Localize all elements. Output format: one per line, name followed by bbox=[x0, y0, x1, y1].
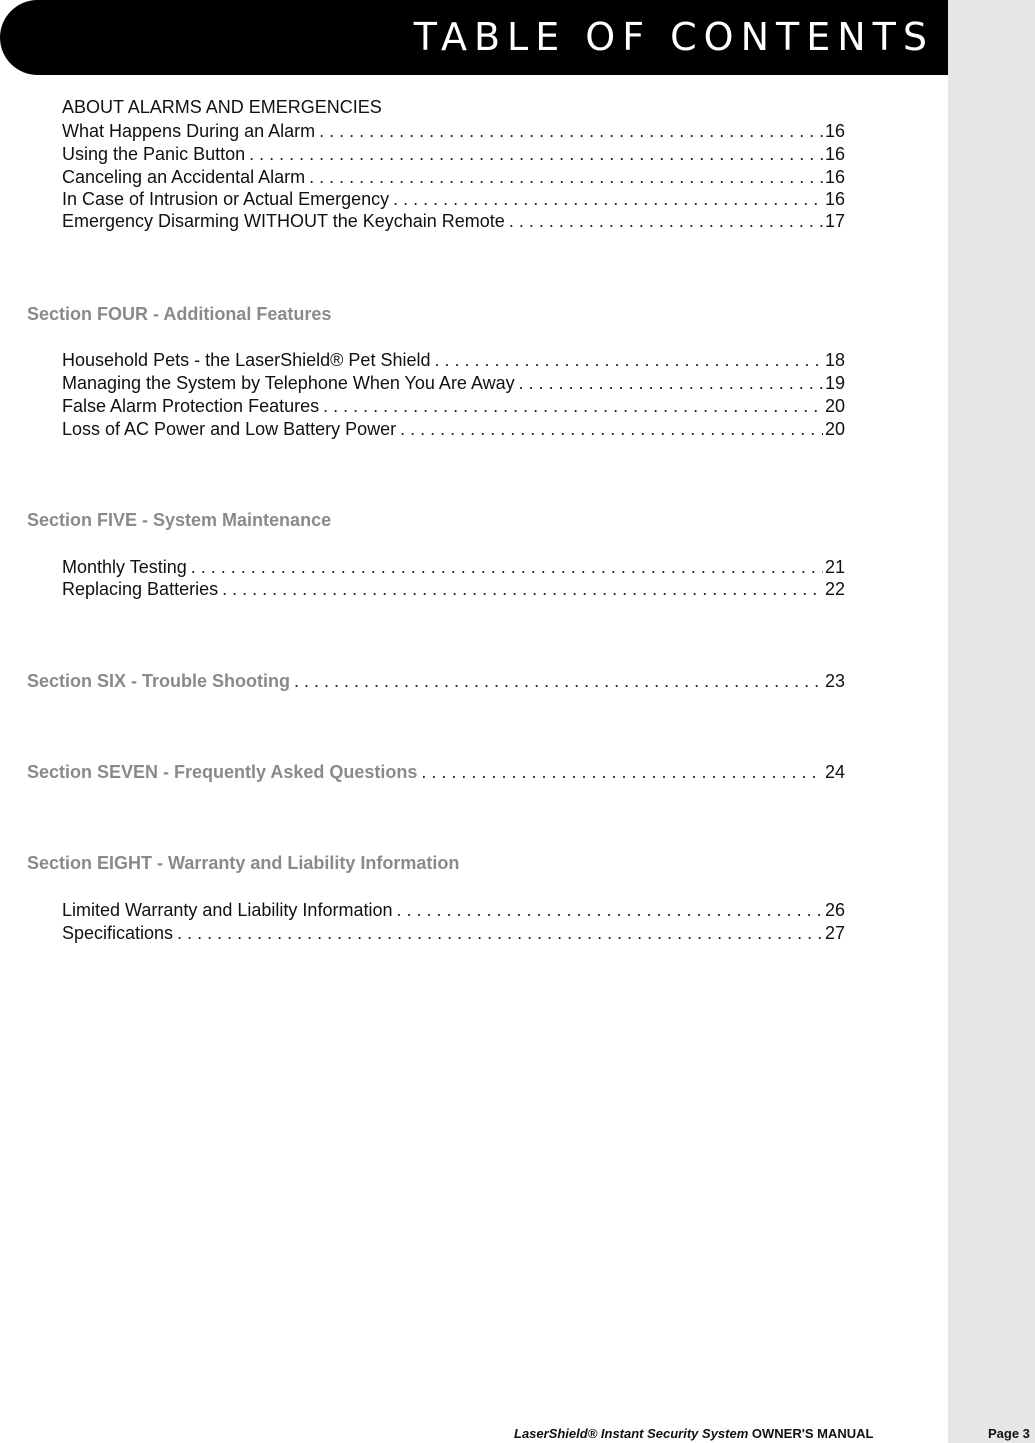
toc-entry[interactable] bbox=[62, 166, 845, 188]
toc-section-page: 23 bbox=[824, 671, 845, 691]
footer-manual: OWNER'S MANUAL bbox=[751, 1426, 874, 1441]
dot-leader bbox=[222, 578, 823, 600]
dot-leader bbox=[393, 188, 823, 210]
dot-leader bbox=[519, 372, 823, 394]
toc-entry[interactable] bbox=[62, 143, 845, 165]
group-title-alarms: ABOUT ALARMS AND EMERGENCIES bbox=[62, 97, 382, 117]
toc-entry-label: Limited Warranty and Liability Information bbox=[62, 900, 393, 920]
dot-leader bbox=[319, 120, 823, 142]
section-heading-four: Section FOUR - Additional Features bbox=[27, 304, 332, 324]
dot-leader bbox=[509, 210, 823, 232]
toc-section-page: 24 bbox=[824, 762, 845, 782]
toc-entry-page: 20 bbox=[824, 419, 845, 439]
toc-entry-page: 26 bbox=[824, 900, 845, 920]
dot-leader bbox=[400, 418, 823, 440]
toc-entry[interactable] bbox=[62, 922, 845, 944]
toc-entry-page: 22 bbox=[824, 579, 845, 599]
toc-entry[interactable] bbox=[62, 395, 845, 417]
toc-entry[interactable] bbox=[62, 418, 845, 440]
toc-entry-label: In Case of Intrusion or Actual Emergency bbox=[62, 189, 390, 209]
dot-leader bbox=[421, 761, 823, 783]
toc-entry[interactable] bbox=[62, 188, 845, 210]
toc-entry-label: False Alarm Protection Features bbox=[62, 396, 320, 416]
footer-manual-title bbox=[514, 1426, 873, 1442]
dot-leader bbox=[309, 166, 823, 188]
section-heading-five: Section FIVE - System Maintenance bbox=[27, 510, 332, 530]
toc-entry-page: 16 bbox=[824, 167, 845, 187]
header-banner bbox=[0, 0, 948, 75]
toc-entry[interactable] bbox=[62, 210, 845, 232]
toc-entry-label: Household Pets - the LaserShield® Pet Shield bbox=[62, 350, 431, 370]
toc-section-six[interactable] bbox=[27, 670, 845, 692]
dot-leader bbox=[177, 922, 823, 944]
dot-leader bbox=[323, 395, 823, 417]
toc-section-label: Section SEVEN - Frequently Asked Questions bbox=[27, 762, 418, 782]
toc-entry-page: 16 bbox=[824, 144, 845, 164]
toc-entry[interactable] bbox=[62, 372, 845, 394]
dot-leader bbox=[191, 556, 823, 578]
toc-entry-label: Managing the System by Telephone When You Are Away bbox=[62, 373, 515, 393]
toc-entry-label: Replacing Batteries bbox=[62, 579, 219, 599]
dot-leader bbox=[249, 143, 823, 165]
footer-page-number: Page 3 bbox=[988, 1426, 1030, 1441]
toc-entry-page: 17 bbox=[824, 211, 845, 231]
toc-entry-label: Specifications bbox=[62, 923, 174, 943]
toc-entry[interactable] bbox=[62, 349, 845, 371]
toc-entry[interactable] bbox=[62, 556, 845, 578]
toc-entry-label: Canceling an Accidental Alarm bbox=[62, 167, 306, 187]
dot-leader bbox=[434, 349, 822, 371]
dot-leader bbox=[396, 899, 822, 921]
toc-entry-label: Using the Panic Button bbox=[62, 144, 246, 164]
toc-entry-page: 20 bbox=[824, 396, 845, 416]
toc-entry-page: 19 bbox=[824, 373, 845, 393]
toc-entry-label: Monthly Testing bbox=[62, 557, 187, 577]
toc-entry[interactable] bbox=[62, 578, 845, 600]
toc-section-seven[interactable] bbox=[27, 761, 845, 783]
toc-section-label: Section SIX - Trouble Shooting bbox=[27, 671, 291, 691]
page-title: TABLE OF CONTENTS bbox=[413, 15, 934, 59]
toc-entry-page: 21 bbox=[824, 557, 845, 577]
toc-entry[interactable] bbox=[62, 120, 845, 142]
dot-leader bbox=[294, 670, 823, 692]
footer-brand: LaserShield® Instant Security System bbox=[514, 1426, 749, 1441]
toc-entry-page: 18 bbox=[824, 350, 845, 370]
toc-entry-label: What Happens During an Alarm bbox=[62, 121, 316, 141]
section-heading-eight: Section EIGHT - Warranty and Liability Information bbox=[27, 853, 460, 873]
toc-entry-label: Emergency Disarming WITHOUT the Keychain Remote bbox=[62, 211, 505, 231]
toc-entry-page: 27 bbox=[824, 923, 845, 943]
sidebar-strip bbox=[948, 0, 1035, 1443]
toc-entry[interactable] bbox=[62, 899, 845, 921]
toc-entry-label: Loss of AC Power and Low Battery Power bbox=[62, 419, 397, 439]
toc-entry-page: 16 bbox=[824, 121, 845, 141]
toc-entry-page: 16 bbox=[824, 189, 845, 209]
